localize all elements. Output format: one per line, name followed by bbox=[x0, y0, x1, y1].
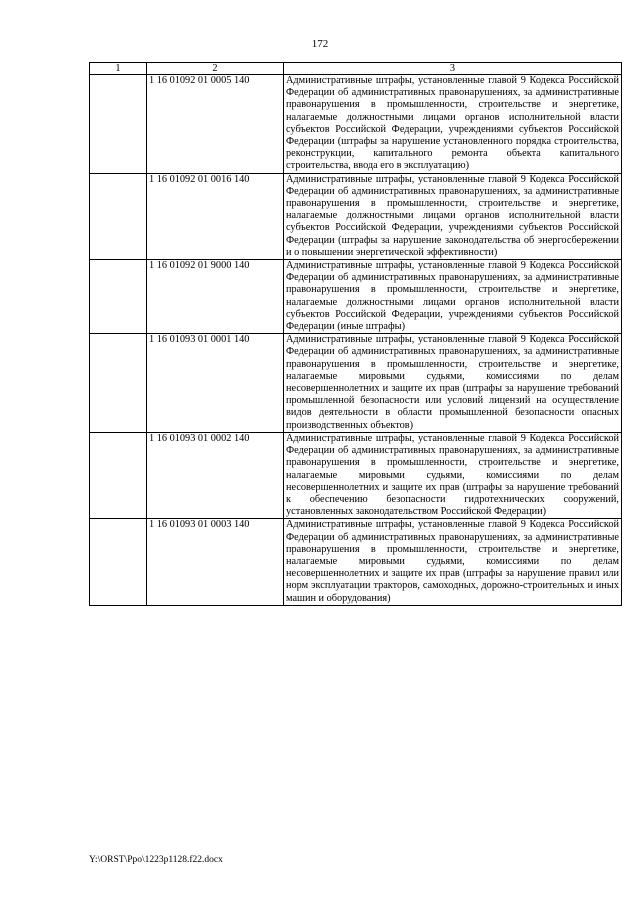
table-row bbox=[90, 260, 622, 334]
column-header-1: 1 bbox=[90, 63, 147, 75]
budget-classification-table bbox=[89, 62, 622, 606]
description-cell: Административные штрафы, установленные главой 9 Кодекса Российской Федерации об административных правонарушениях, за административные правонарушения в промышленности, строительстве и энергетике, налагаемые должностными лицами органов исполнительной власти субъектов Российской Федерации, учреждениями субъектов Российской Федерации (штрафы за нарушение установленного порядка строительства, реконструкции, капитального ремонта объекта капитального строительства, ввода его в эксплуатацию) bbox=[284, 75, 622, 174]
description-cell: Административные штрафы, установленные главой 9 Кодекса Российской Федерации об административных правонарушениях, за административные правонарушения в промышленности, строительстве и энергетике, налагаемые должностными лицами органов исполнительной власти субъектов Российской Федерации, учреждениями субъектов Российской Федерации (иные штрафы) bbox=[284, 260, 622, 334]
table-row bbox=[90, 519, 622, 605]
table-row bbox=[90, 432, 622, 518]
kbk-code-cell: 1 16 01092 01 9000 140 bbox=[147, 260, 284, 334]
description-cell: Административные штрафы, установленные главой 9 Кодекса Российской Федерации об административных правонарушениях, за административные правонарушения в промышленности, строительстве и энергетике, налагаемые должностными лицами органов исполнительной власти субъектов Российской Федерации, учреждениями субъектов Российской Федерации (штрафы за нарушение законодательства об энергосбережении и о повышении энергетической эффективности) bbox=[284, 173, 622, 259]
kbk-code-cell: 1 16 01092 01 0005 140 bbox=[147, 75, 284, 174]
kbk-code-cell: 1 16 01093 01 0001 140 bbox=[147, 334, 284, 433]
kbk-code-cell: 1 16 01092 01 0016 140 bbox=[147, 173, 284, 259]
description-cell: Административные штрафы, установленные главой 9 Кодекса Российской Федерации об административных правонарушениях, за административные правонарушения в промышленности, строительстве и энергетике, налагаемые мировыми судьями, комиссиями по делам несовершеннолетних и защите их прав (штрафы за нарушение требований к обеспечению безопасности гидротехнических сооружений, установленных законодательством Российской Федерации) bbox=[284, 432, 622, 518]
column-header-2: 2 bbox=[147, 63, 284, 75]
row-index-cell bbox=[90, 260, 147, 334]
table-header-row bbox=[90, 63, 622, 75]
kbk-code-cell: 1 16 01093 01 0002 140 bbox=[147, 432, 284, 518]
page-number: 172 bbox=[311, 38, 329, 50]
row-index-cell bbox=[90, 173, 147, 259]
description-cell: Административные штрафы, установленные главой 9 Кодекса Российской Федерации об административных правонарушениях, за административные правонарушения в промышленности, строительстве и энергетике, налагаемые мировыми судьями, комиссиями по делам несовершеннолетних и защите их прав (штрафы за нарушение правил или норм эксплуатации тракторов, самоходных, дорожно-строительных и иных машин и оборудования) bbox=[284, 519, 622, 605]
row-index-cell bbox=[90, 75, 147, 174]
description-cell: Административные штрафы, установленные главой 9 Кодекса Российской Федерации об административных правонарушениях, за административные правонарушения в промышленности, строительстве и энергетике, налагаемые мировыми судьями, комиссиями по делам несовершеннолетних и защите их прав (штрафы за нарушение требований промышленной безопасности или условий лицензий на осуществление видов деятельности в области промышленной безопасности опасных производственных объектов) bbox=[284, 334, 622, 433]
row-index-cell bbox=[90, 432, 147, 518]
table-row bbox=[90, 334, 622, 433]
row-index-cell bbox=[90, 334, 147, 433]
column-header-3: 3 bbox=[284, 63, 622, 75]
document-file-path: Y:\ORST\Ppo\1223p1128.f22.docx bbox=[89, 855, 223, 865]
table-row bbox=[90, 75, 622, 174]
table-row bbox=[90, 173, 622, 259]
kbk-code-cell: 1 16 01093 01 0003 140 bbox=[147, 519, 284, 605]
row-index-cell bbox=[90, 519, 147, 605]
